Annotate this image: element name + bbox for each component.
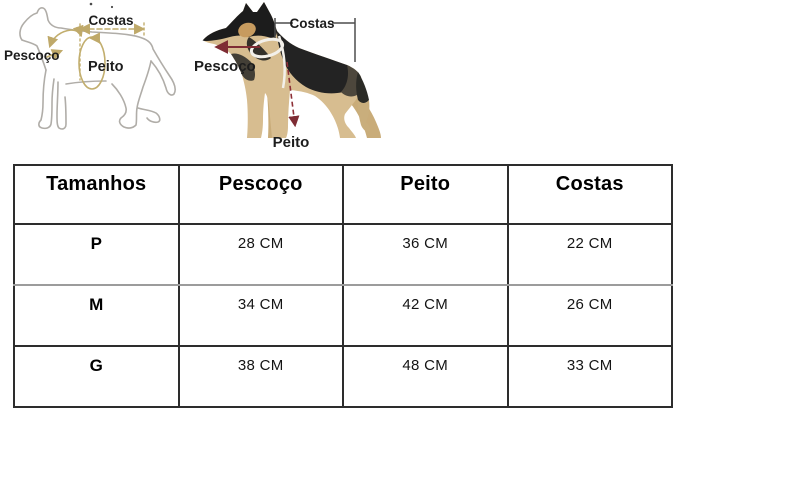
pescoco-value: 28 CM [179,224,344,285]
size-cell: M [14,285,179,346]
costas-value: 33 CM [508,346,673,407]
size-table [13,164,673,408]
size-cell: P [14,224,179,285]
costas-label-photo: Costas [289,16,335,31]
shepherd-head-black [203,2,277,41]
dog-photo-diagram [193,0,398,155]
speck [90,3,93,6]
column-header-tamanhos: Tamanhos [14,165,179,224]
pescoco-label-photo: Pescoço [194,58,256,75]
table-row-g [14,346,672,407]
size-cell: G [14,346,179,407]
table-row-p [14,224,672,285]
dog-outline-rear-leg-far [138,108,160,122]
peito-value: 48 CM [343,346,508,407]
peito-label-photo: Peito [272,134,310,151]
column-header-pescoco: Pescoço [179,165,344,224]
shepherd-tail-upper [356,72,369,103]
costas-value: 26 CM [508,285,673,346]
pescoco-value: 34 CM [179,285,344,346]
peito-value: 36 CM [343,224,508,285]
column-header-peito: Peito [343,165,508,224]
costas-value: 22 CM [508,224,673,285]
peito-label-sketch: Peito [88,59,124,75]
column-header-costas: Costas [508,165,673,224]
table-header-row [14,165,672,224]
dog-outline-front-leg [39,70,54,128]
pescoco-value: 38 CM [179,346,344,407]
costas-label-sketch: Costas [88,13,134,28]
dog-outline-diagram [0,0,195,152]
dog-outline-front-leg-far [57,82,66,129]
speck [111,6,113,8]
pescoco-label-sketch: Pescoço [4,48,60,63]
peito-value: 42 CM [343,285,508,346]
pescoco-measure-collar [50,30,81,46]
table-row-m [14,285,672,346]
